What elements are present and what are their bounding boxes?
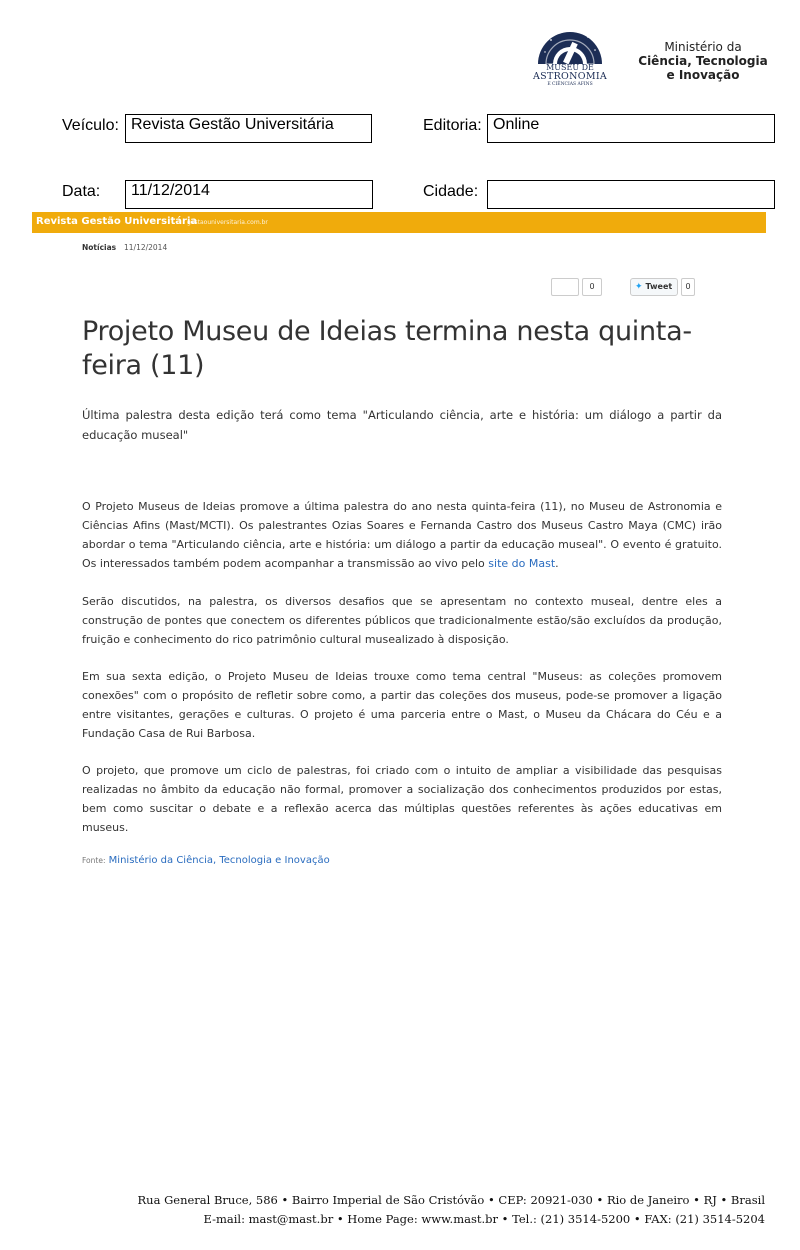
ministry-line2: Ciência, Tecnologia	[638, 54, 768, 68]
ministry-name	[618, 40, 788, 82]
article-title: Projeto Museu de Ideias termina nesta quinta-feira (11)	[82, 316, 692, 381]
footer-address: Rua General Bruce, 586 • Bairro Imperial de São Cristóvão • CEP: 20921-030 • Rio de Janeiro • RJ • Brasil	[137, 1193, 765, 1207]
like-button[interactable]	[551, 278, 579, 296]
article-paragraph-3: Em sua sexta edição, o Projeto Museu de Ideias trouxe como tema central "Museus: as coleções promovem conexões" com o propósito de refletir sobre como, a partir das coleções dos museus, pode-se promover a ligação entre visitantes, gerações e culturas. O projeto é uma parceria entre o Mast, o Museu da Chácara do Céu e a Fundação Casa de Rui Barbosa.	[82, 670, 722, 740]
site-header-bar	[32, 212, 766, 233]
ministry-line3: e Inovação	[666, 68, 740, 82]
article-source	[82, 855, 330, 866]
tweet-count: 0	[681, 278, 695, 296]
tweet-label: Tweet	[645, 282, 673, 291]
tweet-button[interactable]	[630, 278, 678, 296]
source-link[interactable]: Ministério da Ciência, Tecnologia e Inovação	[108, 855, 330, 866]
logo-text-line3: E CIÊNCIAS AFINS	[547, 82, 593, 87]
paragraph-1-end: .	[555, 557, 559, 570]
site-name[interactable]: Revista Gestão Universitária	[36, 216, 198, 227]
editoria-field[interactable]: Online	[487, 114, 775, 143]
data-label: Data:	[62, 183, 101, 200]
logo-text-line2: ASTRONOMIA	[533, 71, 608, 82]
twitter-bird-icon: ✦	[635, 282, 643, 292]
site-do-mast-link[interactable]: site do Mast	[488, 557, 556, 570]
editoria-label: Editoria:	[423, 117, 482, 134]
veiculo-label: Veículo:	[62, 117, 119, 134]
article-paragraph-1	[82, 497, 722, 573]
article-section[interactable]: Notícias	[82, 243, 117, 252]
like-count: 0	[582, 278, 602, 296]
article-date: 11/12/2014	[124, 243, 168, 252]
article-subtitle: Última palestra desta edição terá como tema "Articulando ciência, arte e história: um diálogo a partir da educação museal"	[82, 408, 722, 442]
data-field[interactable]: 11/12/2014	[125, 180, 373, 209]
ministry-line1: Ministério da	[664, 40, 742, 54]
logo-text-line1: MUSEU DE	[546, 63, 594, 72]
footer-contact: E-mail: mast@mast.br • Home Page: www.mast.br • Tel.: (21) 3514-5200 • FAX: (21) 3514-5204	[203, 1212, 765, 1226]
source-label: Fonte:	[82, 856, 106, 865]
cidade-field[interactable]	[487, 180, 775, 209]
cidade-label: Cidade:	[423, 183, 479, 200]
article-paragraph-2: Serão discutidos, na palestra, os diversos desafios que se apresentam no contexto museal, dentre eles a construção de pontes que conectem os diferentes públicos que tradicionalmente estão/são excluídos da produção, fruição e conhecimento do rico patrimônio cultural musealizado à disposição.	[82, 595, 722, 646]
veiculo-field[interactable]: Revista Gestão Universitária	[125, 114, 372, 143]
paragraph-1-text: O Projeto Museus de Ideias promove a última palestra do ano nesta quinta-feira (11), no Museu de Astronomia e Ciências Afins (Mast/MCTI). Os palestrantes Ozias Soares e Fernanda Castro dos Museus Castro Maya (CMC) irão abordar o tema "Articulando ciência, arte e história: um diálogo a partir da educação museal". O evento é gratuito. Os interessados também podem acompanhar a transmissão ao vivo pelo	[82, 500, 722, 570]
article-paragraph-4: O projeto, que promove um ciclo de palestras, foi criado com o intuito de ampliar a visibilidade das pesquisas realizadas no âmbito da educação não formal, promover a socialização dos conhecimentos produzidos por estas, bem como suscitar o debate e a reflexão acerca das múltiplas questões referentes às ações educativas em museus.	[82, 764, 722, 834]
site-url[interactable]: gestaouniversitaria.com.br	[187, 219, 268, 226]
